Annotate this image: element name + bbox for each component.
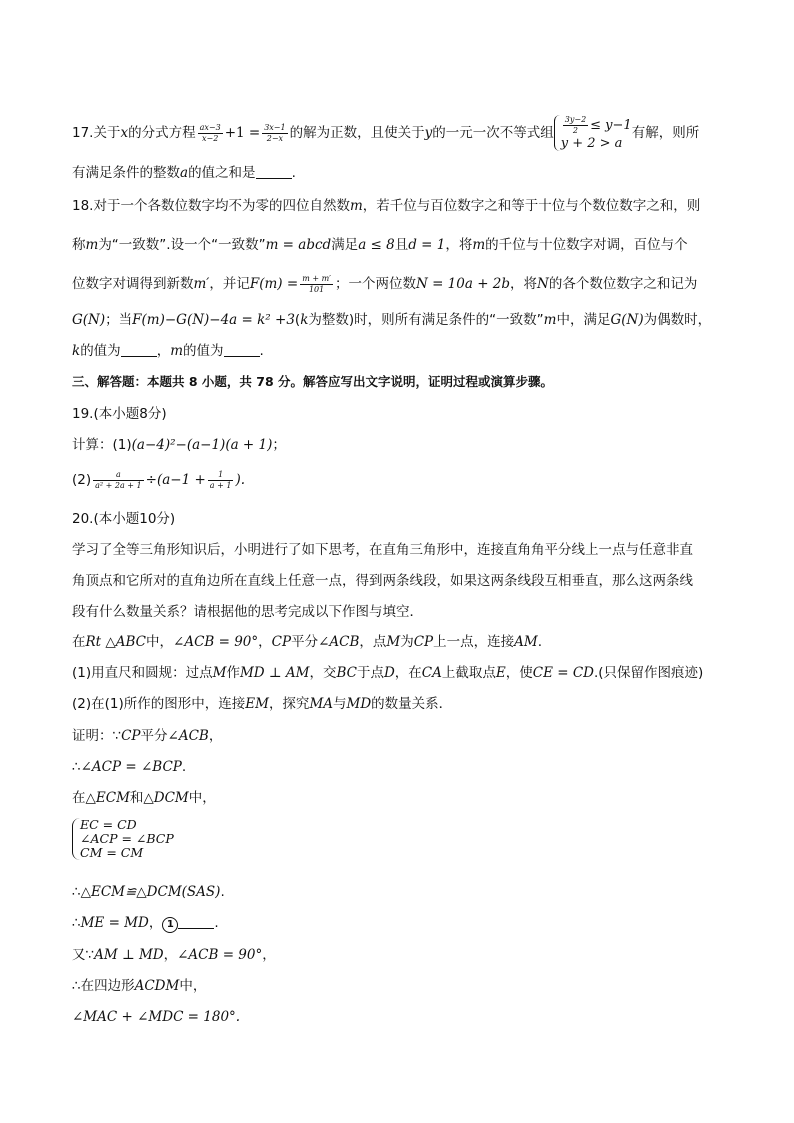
text: ， xyxy=(208,728,223,744)
text: . xyxy=(220,884,225,900)
text: ，交 xyxy=(309,665,337,681)
math: Rt △ABC xyxy=(85,634,147,650)
math: m′ xyxy=(193,276,210,292)
text: .(只保留作图痕迹) xyxy=(593,665,704,681)
q18-line4 xyxy=(72,309,711,331)
q20-para3: 段有什么数量关系？请根据他的思考完成以下作图与填空． xyxy=(72,604,423,620)
math: MD xyxy=(346,696,372,712)
math: G(N) xyxy=(610,312,644,328)
fraction xyxy=(262,123,287,144)
text: 的值为 xyxy=(80,343,121,359)
math: N = 10a + 2b xyxy=(415,276,511,292)
math: M xyxy=(212,665,227,681)
math: CA xyxy=(421,665,442,681)
answer-blank[interactable] xyxy=(178,914,214,929)
math: (a−1 + xyxy=(156,472,206,488)
text: 平分 xyxy=(291,634,319,650)
math: ≤ y−1 xyxy=(590,118,632,133)
text: 中，满足 xyxy=(556,312,611,328)
text: . xyxy=(537,634,543,650)
text: 为“一致数”.设一个“一致数” xyxy=(98,237,266,253)
math: ). xyxy=(235,472,245,488)
math: d = 1 xyxy=(408,237,446,253)
q18-line1 xyxy=(72,195,700,217)
proof-line-6 xyxy=(72,944,276,966)
fraction xyxy=(198,123,223,144)
math: △DCM xyxy=(143,790,189,806)
math: EM xyxy=(245,696,269,712)
text: ( xyxy=(294,312,301,328)
text: 的各个数位数字之和记为 xyxy=(548,276,698,292)
ineq-row-1 xyxy=(561,115,632,136)
text: 称 xyxy=(72,237,86,253)
answer-blank[interactable] xyxy=(224,342,260,357)
math: CP xyxy=(413,634,434,650)
text: ，将 xyxy=(510,276,538,292)
text: ；当 xyxy=(105,312,133,328)
text: 平分 xyxy=(140,728,168,744)
math: ME = MD xyxy=(80,915,149,931)
fraction xyxy=(208,470,234,491)
text: 中， xyxy=(188,790,216,806)
text: ； xyxy=(272,437,286,453)
math: D xyxy=(383,665,395,681)
text: ， xyxy=(163,947,178,963)
text: . xyxy=(291,165,296,181)
text: 的值之和是 xyxy=(188,165,256,181)
math: ECM≌△DCM(SAS) xyxy=(90,884,221,900)
proof-line-8: ∠MAC + ∠MDC = 180°. xyxy=(72,1009,241,1025)
text: 为偶数时， xyxy=(643,312,712,328)
q19-part1 xyxy=(72,434,286,456)
text: ，使 xyxy=(505,665,533,681)
proof-line-4 xyxy=(72,881,225,903)
denominator: 2−x xyxy=(266,133,284,143)
congruence-system xyxy=(72,818,174,860)
q20-step2 xyxy=(72,693,452,715)
proof-line-1 xyxy=(72,725,222,747)
text: 又∵ xyxy=(72,947,95,963)
q19-title: 19.(本小题8分) xyxy=(72,406,167,422)
text: 证明：∵ xyxy=(72,728,122,744)
denominator: a + 1 xyxy=(209,480,232,490)
text: ，点 xyxy=(359,634,387,650)
text: (1)用直尺和圆规：过点 xyxy=(72,665,213,681)
proof-line-3 xyxy=(72,787,216,809)
answer-blank[interactable] xyxy=(256,164,292,179)
text: 于点 xyxy=(356,665,384,681)
text: 有解，则所 xyxy=(631,125,700,141)
text: 计算：(1) xyxy=(72,437,132,453)
circled-number-one: 1 xyxy=(162,917,178,933)
text: ∴在四边形 xyxy=(72,978,135,994)
q19-part2 xyxy=(72,469,245,491)
math: m xyxy=(472,237,486,253)
text: 的数量关系． xyxy=(371,696,453,712)
math: CP xyxy=(121,728,141,744)
q20-para1: 学习了全等三角形知识后，小明进行了如下思考，在直角三角形中，连接直角角平分线上一点与任意非直 xyxy=(72,542,693,558)
proof-line-7 xyxy=(72,975,206,997)
q20-step1 xyxy=(72,662,703,684)
fraction xyxy=(563,115,588,136)
brace xyxy=(72,818,80,860)
math: m xyxy=(349,198,363,214)
math: ∠ACB xyxy=(318,634,360,650)
denominator: 101 xyxy=(308,284,325,294)
text: . xyxy=(181,759,187,775)
math: k xyxy=(72,343,81,359)
q18-line2 xyxy=(72,234,688,256)
denominator: a² + 2a + 1 xyxy=(95,480,142,490)
numerator: a xyxy=(93,470,144,481)
inequality-system xyxy=(554,115,632,151)
text: ∴ xyxy=(72,915,81,931)
fraction xyxy=(300,274,333,295)
text: ，探究 xyxy=(268,696,310,712)
math: ∠ACB xyxy=(167,728,209,744)
text: 在 xyxy=(72,790,86,806)
numerator: ax−3 xyxy=(199,122,221,132)
math: N xyxy=(537,276,549,292)
text: ， xyxy=(262,947,276,963)
math: a xyxy=(180,165,189,181)
section-heading: 三、解答题：本题共 8 小题，共 78 分。解答应写出文字说明，证明过程或演算步骤。 xyxy=(72,374,554,389)
fraction xyxy=(93,470,144,491)
text: ， xyxy=(258,634,272,650)
text: ， xyxy=(148,915,163,931)
numerator: m + m′ xyxy=(302,273,331,283)
text: 作 xyxy=(226,665,240,681)
system-row-2: ∠ACP = ∠BCP xyxy=(80,831,174,846)
math: CP xyxy=(271,634,292,650)
math: G(N) xyxy=(72,312,106,328)
ineq-row-2: y + 2 > a xyxy=(560,136,623,151)
math: +1 = xyxy=(224,125,261,141)
math: ∠ACB = 90° xyxy=(177,947,263,963)
q20-givens xyxy=(72,631,542,653)
text: . xyxy=(214,915,219,931)
text: 中， xyxy=(179,978,207,994)
math: AM xyxy=(514,634,538,650)
math: E xyxy=(495,665,506,681)
denominator: x−2 xyxy=(201,133,219,143)
text: 满足 xyxy=(331,237,359,253)
text: 的值为 xyxy=(183,343,224,359)
math: x xyxy=(120,125,129,141)
math: F(m)−G(N)−4a = k² +3 xyxy=(132,312,295,328)
math: a ≤ 8 xyxy=(358,237,395,253)
numerator: 3y−2 xyxy=(564,115,587,124)
math: k xyxy=(300,312,309,328)
math: BC xyxy=(336,665,357,681)
math: m = abcd xyxy=(265,237,332,253)
text: . xyxy=(259,343,264,359)
text: ，若千位与百位数字之和等于十位与个数位数字之和，则 xyxy=(362,198,701,214)
proof-line-2 xyxy=(72,756,186,778)
system-row-3: CM = CM xyxy=(80,845,144,860)
q18-line3 xyxy=(72,273,697,295)
text: 的千位与十位数字对调，百位与个 xyxy=(485,237,688,253)
math: m xyxy=(85,237,99,253)
q20-title: 20.(本小题10分) xyxy=(72,511,176,527)
text: 的分式方程 xyxy=(128,125,196,141)
text: 上一点，连接 xyxy=(433,634,515,650)
text: 有满足条件的整数 xyxy=(72,165,180,181)
proof-line-5 xyxy=(72,912,219,934)
text: 18.对于一个各数位数字均不为零的四位自然数 xyxy=(72,198,350,214)
answer-blank[interactable] xyxy=(121,342,157,357)
text: 在 xyxy=(72,634,86,650)
math: m xyxy=(170,343,183,359)
q18-line5 xyxy=(72,340,264,362)
math: AM ⊥ MD xyxy=(94,947,164,963)
text: 为整数)时，则所有满足条件的“一致数” xyxy=(308,312,544,328)
text: 的一元一次不等式组 xyxy=(432,125,554,141)
system-row-1: EC = CD xyxy=(80,817,137,832)
text: ，并记 xyxy=(209,276,250,292)
math: ÷ xyxy=(145,472,157,488)
text: ∴△ xyxy=(72,884,91,900)
math: M xyxy=(386,634,401,650)
math: CE = CD xyxy=(532,665,594,681)
text: 中， xyxy=(146,634,174,650)
text: ∴ xyxy=(72,759,81,775)
math: ∠ACP = ∠BCP xyxy=(80,759,182,775)
text: (2) xyxy=(72,472,92,488)
text: ， xyxy=(156,343,171,359)
math: m xyxy=(543,312,557,328)
text: ；一个两位数 xyxy=(334,276,416,292)
q20-para2: 角顶点和它所对的直角边所在直线上任意一点，得到两条线段，如果这两条线段互相垂直，那么这两条线 xyxy=(72,573,693,589)
text: 位数字对调得到新数 xyxy=(72,276,194,292)
brace xyxy=(554,115,561,151)
text: 且 xyxy=(394,237,409,253)
text: 的解为正数，且使关于 xyxy=(289,125,425,141)
text: 17.关于 xyxy=(72,125,121,141)
text: 为 xyxy=(400,634,414,650)
math: MA xyxy=(309,696,334,712)
denominator: 2 xyxy=(572,126,578,135)
math: △ECM xyxy=(85,790,130,806)
text: ，在 xyxy=(394,665,422,681)
numerator: 1 xyxy=(208,470,234,481)
numerator: 3x−1 xyxy=(264,122,286,132)
math: y xyxy=(424,125,433,141)
math: ACDM xyxy=(134,978,180,994)
math: ∠ACB = 90° xyxy=(173,634,259,650)
math: F(m) = xyxy=(249,276,299,292)
q17-line2 xyxy=(72,162,296,184)
text: 与 xyxy=(333,696,347,712)
math: (a−4)²−(a−1)(a + 1) xyxy=(131,437,273,453)
text: ，将 xyxy=(445,237,473,253)
text: (2)在(1)所作的图形中，连接 xyxy=(72,696,246,712)
math: MD ⊥ AM xyxy=(239,665,310,681)
text: 上截取点 xyxy=(441,665,496,681)
q17-line1 xyxy=(72,115,699,151)
text: 和 xyxy=(129,790,144,806)
